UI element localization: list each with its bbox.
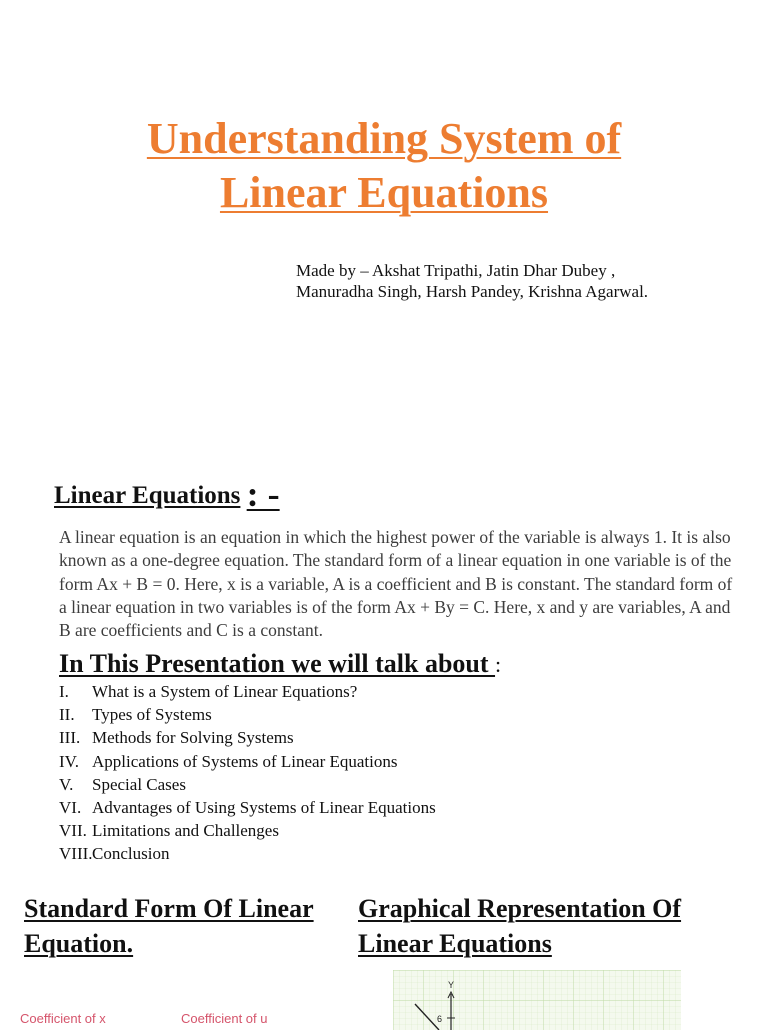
list-item — [59, 750, 579, 773]
linear-equations-heading — [54, 470, 280, 512]
list-item-number: II. — [59, 705, 75, 725]
list-item-text: What is a System of Linear Equations? — [92, 682, 358, 701]
list-item-number: VIII. — [59, 844, 93, 864]
list-item-number: I. — [59, 682, 69, 701]
toc-heading — [59, 649, 501, 679]
title-line-1: Understanding System of — [146, 114, 622, 163]
linear-equations-paragraph: A linear equation is an equation in which the highest power of the variable is always 1. It is also known as a one-degree equation. The standard form of a linear equation in one variable is of the form Ax + B = 0. Here, x is a variable, A is a coefficient and B is constant. The standard form of a linear equation in two variables is of the form Ax + By = C. Here, x and y are variables, A and B are coefficients and C is a constant. — [59, 527, 733, 641]
linear-equations-heading-text: Linear Equations — [54, 482, 241, 509]
graph-preview — [393, 970, 681, 1030]
list-item-text: Applications of Systems of Linear Equations — [92, 751, 398, 771]
graphical-representation-heading-text: Graphical Representation Of Linear Equations — [358, 894, 682, 958]
toc-list — [59, 680, 579, 866]
standard-form-heading-text: Standard Form Of Linear Equation. — [24, 894, 314, 958]
page-title — [0, 112, 768, 220]
list-item-number: III. — [59, 728, 81, 748]
coefficient-y-label: Coefficient of u — [181, 1011, 268, 1026]
graph-axis-y-label: Y — [448, 980, 455, 990]
list-item-number: V. — [59, 774, 74, 794]
list-item-text: Limitations and Challenges — [92, 821, 279, 841]
standard-form-heading — [24, 891, 354, 961]
list-item-number: VII. — [59, 821, 87, 841]
toc-heading-text: In This Presentation we will talk about — [59, 649, 496, 678]
list-item-text: Advantages of Using Systems of Linear Equations — [92, 797, 436, 817]
list-item-text: Conclusion — [92, 844, 170, 864]
graph-tick-6-label: 6 — [437, 1014, 443, 1024]
list-item — [59, 842, 579, 865]
list-item-text: Types of Systems — [92, 705, 212, 725]
list-item — [59, 703, 579, 726]
list-item — [59, 819, 579, 842]
graphical-representation-heading — [358, 891, 758, 961]
list-item-number: IV. — [59, 751, 79, 771]
list-item-number: VI. — [59, 797, 82, 817]
list-item — [59, 773, 579, 796]
authors-credit: Made by – Akshat Tripathi, Jatin Dhar Dubey , Manuradha Singh, Harsh Pandey, Krishna Agarwal. — [296, 261, 649, 301]
linear-equations-heading-suffix: : - — [246, 474, 280, 514]
list-item-text: Methods for Solving Systems — [92, 728, 294, 748]
title-line-2: Linear Equations — [219, 168, 549, 217]
toc-heading-colon: : — [495, 652, 502, 677]
coefficient-x-label: Coefficient of x — [20, 1011, 106, 1026]
list-item — [59, 726, 579, 749]
list-item — [59, 796, 579, 819]
list-item — [59, 680, 579, 703]
list-item-text: Special Cases — [92, 774, 186, 794]
